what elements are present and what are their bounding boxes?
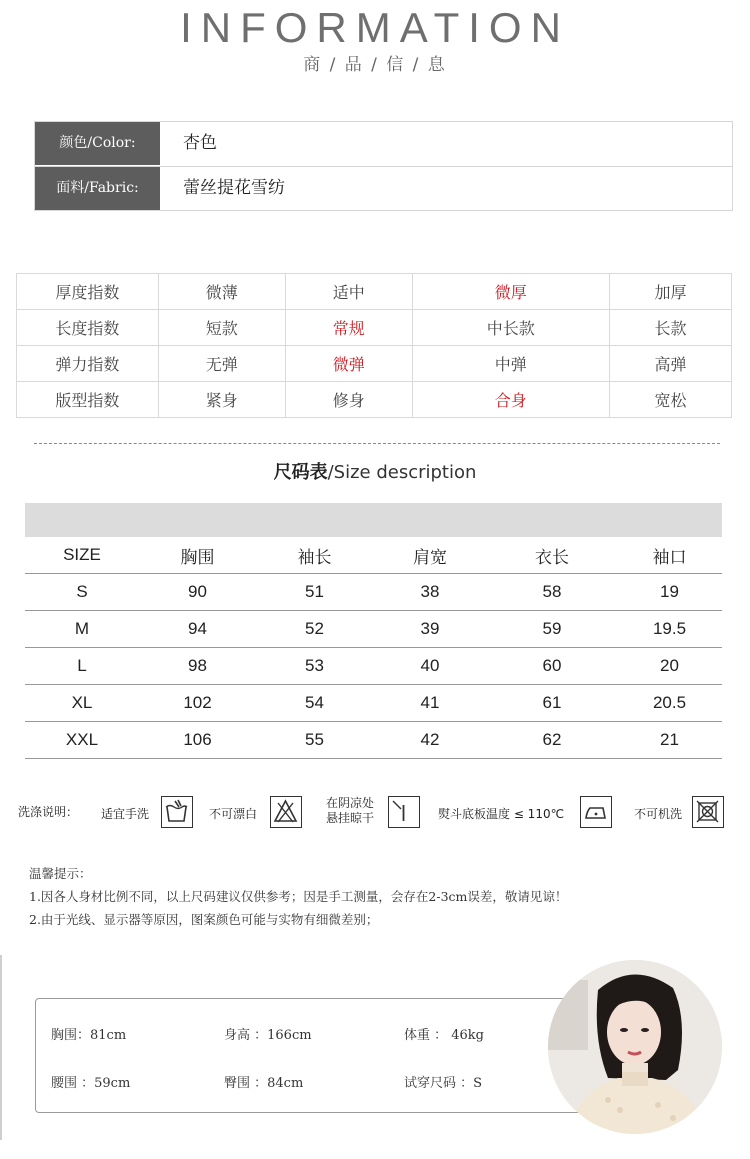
- size-cell: 39: [373, 611, 487, 648]
- shade-dry-label: [326, 796, 374, 826]
- size-column-header: 肩宽: [373, 537, 487, 574]
- tips-title: 温馨提示：: [29, 866, 92, 881]
- size-cell: 20.5: [617, 685, 722, 722]
- size-cell: XXL: [25, 722, 139, 759]
- size-cell: M: [25, 611, 139, 648]
- index-option: 无弹: [158, 346, 285, 382]
- size-row: [25, 685, 722, 722]
- index-row: [17, 382, 732, 418]
- size-cell: 21: [617, 722, 722, 759]
- wash-label: 洗涤说明：: [18, 805, 79, 819]
- index-row-name: 弹力指数: [17, 346, 159, 382]
- index-option: 加厚: [609, 274, 731, 310]
- size-cell: 55: [256, 722, 373, 759]
- size-cell: 20: [617, 648, 722, 685]
- size-cell: 51: [256, 574, 373, 611]
- index-option: 高弹: [609, 346, 731, 382]
- iron-icon: [580, 796, 612, 828]
- index-row: [17, 274, 732, 310]
- size-row: [25, 648, 722, 685]
- hand-wash-label: 适宜手洗: [101, 807, 150, 821]
- index-option: 修身: [285, 382, 412, 418]
- size-row: [25, 574, 722, 611]
- model-hip: 臀围 ：84cm: [224, 1076, 304, 1091]
- size-cell: 98: [139, 648, 256, 685]
- color-value: 杏色: [183, 133, 217, 153]
- size-cell: L: [25, 648, 139, 685]
- no-bleach-label: 不可漂白: [209, 807, 258, 821]
- size-cell: 59: [487, 611, 617, 648]
- size-cell: S: [25, 574, 139, 611]
- size-row: [25, 611, 722, 648]
- size-cell: 94: [139, 611, 256, 648]
- size-column-header: 袖口: [617, 537, 722, 574]
- size-column-header: SIZE: [25, 537, 139, 574]
- size-cell: 61: [487, 685, 617, 722]
- index-option: 中长款: [412, 310, 609, 346]
- size-cell: 19.5: [617, 611, 722, 648]
- size-cell: 53: [256, 648, 373, 685]
- model-size: 试穿尺码 ：S: [404, 1076, 483, 1091]
- tips-line-2: 2.由于光线、显示器等原因，图案颜色可能与实物有细微差别；: [29, 912, 379, 927]
- no-machine-wash-label: 不可机洗: [634, 807, 683, 821]
- size-chart-title-en: /Size description: [327, 462, 477, 483]
- index-row-name: 长度指数: [17, 310, 159, 346]
- model-height: 身高 ：166cm: [224, 1028, 312, 1043]
- index-option: 短款: [158, 310, 285, 346]
- index-option: 紧身: [158, 382, 285, 418]
- size-cell: 19: [617, 574, 722, 611]
- index-row: [17, 346, 732, 382]
- shade-dry-line-2: 悬挂晾干: [326, 811, 375, 825]
- size-cell: 42: [373, 722, 487, 759]
- size-cell: XL: [25, 685, 139, 722]
- page-subtitle: 商 / 品 / 信 / 息: [303, 55, 447, 75]
- index-row-name: 版型指数: [17, 382, 159, 418]
- index-option: 适中: [285, 274, 412, 310]
- index-option: 长款: [609, 310, 731, 346]
- size-column-header: 袖长: [256, 537, 373, 574]
- fabric-value: 蕾丝提花雪纺: [183, 178, 285, 198]
- size-cell: 102: [139, 685, 256, 722]
- index-option: 常规: [285, 310, 412, 346]
- no-machine-wash-icon: [692, 796, 724, 828]
- size-cell: 62: [487, 722, 617, 759]
- product-info-box: [34, 121, 733, 211]
- index-row: [17, 310, 732, 346]
- size-row: [25, 722, 722, 759]
- size-table-header-bar: [25, 503, 722, 537]
- shade-dry-line-1: 在阴凉处: [326, 796, 375, 810]
- fabric-row: [35, 166, 732, 210]
- size-column-header: 胸围: [139, 537, 256, 574]
- dashed-divider: [34, 443, 720, 444]
- model-bust: 胸围：81cm: [51, 1028, 127, 1043]
- size-table: [25, 537, 722, 759]
- size-header-row: [25, 537, 722, 574]
- index-table: [16, 273, 732, 418]
- hand-wash-icon: [161, 796, 193, 828]
- index-option: 宽松: [609, 382, 731, 418]
- size-cell: 58: [487, 574, 617, 611]
- index-option: 微弹: [285, 346, 412, 382]
- index-option: 微薄: [158, 274, 285, 310]
- index-option: 合身: [412, 382, 609, 418]
- no-bleach-icon: [270, 796, 302, 828]
- size-column-header: 衣长: [487, 537, 617, 574]
- index-option: 微厚: [412, 274, 609, 310]
- page-title: INFORMATION: [180, 4, 570, 51]
- tips-line-1: 1.因各人身材比例不同，以上尺码建议仅供参考；因是手工测量，会存在2-3cm误差，敬请见谅！: [29, 889, 568, 904]
- size-cell: 41: [373, 685, 487, 722]
- model-info-box: [35, 998, 597, 1113]
- size-cell: 38: [373, 574, 487, 611]
- side-decoration-line: [0, 955, 2, 1140]
- size-cell: 60: [487, 648, 617, 685]
- color-row: [35, 122, 732, 165]
- size-cell: 40: [373, 648, 487, 685]
- model-waist: 腰围 ：59cm: [51, 1076, 131, 1091]
- iron-label: 熨斗底板温度 ≤ 110℃: [438, 807, 565, 821]
- size-chart-title-cn: 尺码表: [273, 462, 328, 483]
- index-option: 中弹: [412, 346, 609, 382]
- size-cell: 106: [139, 722, 256, 759]
- index-row-name: 厚度指数: [17, 274, 159, 310]
- size-cell: 52: [256, 611, 373, 648]
- model-photo: [548, 960, 722, 1134]
- fabric-label: 面料/Fabric:: [35, 167, 160, 210]
- size-cell: 90: [139, 574, 256, 611]
- shade-dry-icon: [388, 796, 420, 828]
- model-weight: 体重 ： 46kg: [404, 1028, 485, 1043]
- size-chart-title: [0, 458, 750, 484]
- color-label: 颜色/Color:: [35, 122, 160, 165]
- size-cell: 54: [256, 685, 373, 722]
